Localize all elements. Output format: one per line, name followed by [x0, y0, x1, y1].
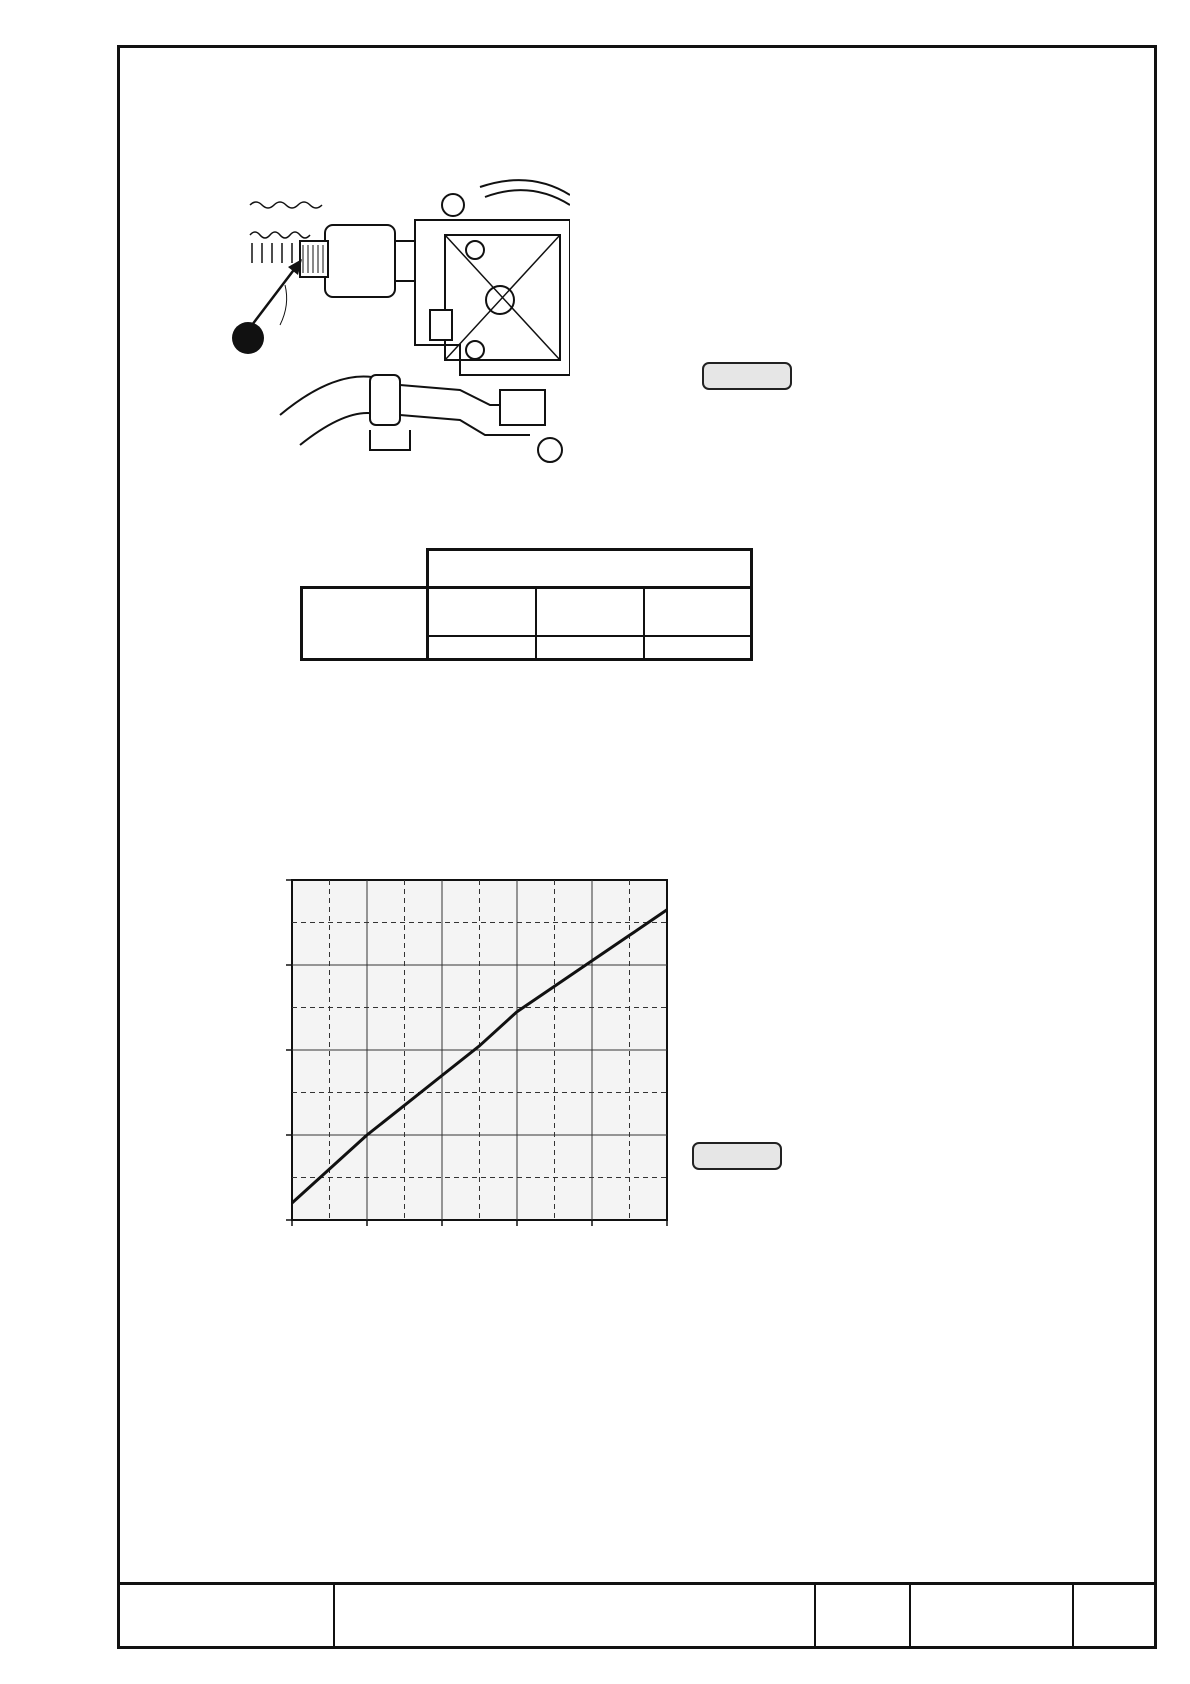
table-group-header	[428, 550, 752, 588]
table-cell	[644, 636, 752, 660]
title-block-cell	[911, 1585, 1074, 1649]
title-block	[117, 1582, 1157, 1649]
table-col-header	[644, 588, 752, 636]
table-cell	[428, 636, 536, 660]
table-col-header	[428, 588, 536, 636]
table-row-label	[302, 588, 428, 660]
table-cell	[536, 636, 644, 660]
table-col-header	[536, 588, 644, 636]
callout-badge-lower	[692, 1142, 782, 1170]
title-block-cell	[335, 1585, 816, 1649]
title-block-cell	[1074, 1585, 1157, 1649]
callout-marker-icon	[232, 322, 264, 354]
callout-badge-upper	[702, 362, 792, 390]
spec-table	[300, 548, 753, 661]
characteristic-chart	[270, 870, 680, 1230]
title-block-cell	[117, 1585, 335, 1649]
title-block-cell	[816, 1585, 911, 1649]
sensor-illustration	[230, 175, 570, 485]
